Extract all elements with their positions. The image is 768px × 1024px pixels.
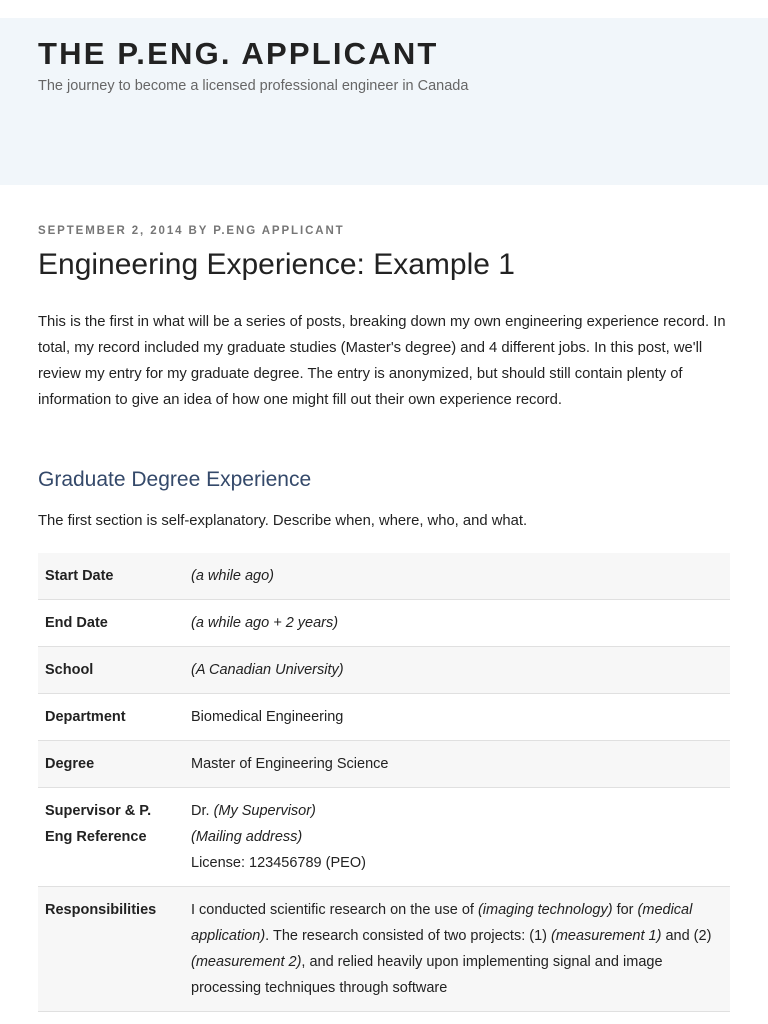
site-description: The journey to become a licensed professional engineer in Canada xyxy=(38,77,469,94)
row-label: Department xyxy=(38,694,184,741)
main-content xyxy=(0,185,768,1012)
row-value: Master of Engineering Science xyxy=(184,741,730,788)
intro-paragraph: This is the first in what will be a series of posts, breaking down my own engineering experience record. In total, my record included my graduate studies (Master's degree) and 4 different jobs. In this post, we'll review my entry for my graduate degree. The entry is anonymized, but should still contain plenty of information to give an idea of how one might fill out their own experience record. xyxy=(38,314,726,408)
row-value xyxy=(184,887,730,1012)
section-description: The first section is self-explanatory. Describe when, where, who, and what. xyxy=(38,513,528,529)
site-header xyxy=(0,18,768,185)
resp-italic-2: (medical application) xyxy=(191,902,693,944)
top-strip xyxy=(0,0,768,18)
row-value: (a while ago + 2 years) xyxy=(184,600,730,647)
post-title: Engineering Experience: Example 1 xyxy=(38,248,515,281)
row-label: Start Date xyxy=(38,553,184,600)
experience-table xyxy=(38,553,730,1012)
resp-italic-1: (imaging technology) xyxy=(477,902,613,918)
table-row xyxy=(38,694,730,741)
post-author[interactable]: P.ENG APPLICANT xyxy=(213,225,345,237)
resp-text-1: I conducted scientific research on the use of xyxy=(191,902,478,918)
resp-text-3: . The research consisted of two projects: (1) xyxy=(265,928,552,944)
row-value: Biomedical Engineering xyxy=(184,694,730,741)
section-heading: Graduate Degree Experience xyxy=(38,468,312,491)
dr-prefix: Dr. xyxy=(191,803,214,819)
row-label: Responsibilities xyxy=(38,887,184,1012)
mailing-address: (Mailing address) xyxy=(191,829,303,845)
row-label: End Date xyxy=(38,600,184,647)
entry-meta xyxy=(38,225,730,237)
supervisor-name: (My Supervisor) xyxy=(213,803,316,819)
resp-text-4: and (2) xyxy=(661,928,712,944)
resp-italic-4: (measurement 2) xyxy=(191,954,302,970)
row-value: (a while ago) xyxy=(184,553,730,600)
table-row xyxy=(38,553,730,600)
byline-by: BY xyxy=(188,225,209,237)
resp-italic-3: (measurement 1) xyxy=(551,928,662,944)
license-number: License: 123456789 (PEO) xyxy=(191,855,366,871)
table-row xyxy=(38,887,730,1012)
table-row xyxy=(38,600,730,647)
row-label: Degree xyxy=(38,741,184,788)
table-row xyxy=(38,741,730,788)
resp-text-2: for xyxy=(612,902,638,918)
site-title[interactable]: THE P.ENG. APPLICANT xyxy=(38,36,439,71)
row-value: (A Canadian University) xyxy=(184,647,730,694)
table-row xyxy=(38,647,730,694)
supervisor-line xyxy=(191,798,723,824)
resp-text-5: , and relied heavily upon implementing signal and image processing techniques through software xyxy=(191,954,663,996)
table-row xyxy=(38,788,730,887)
row-value xyxy=(184,788,730,887)
row-label: School xyxy=(38,647,184,694)
row-label: Supervisor & P. Eng Reference xyxy=(38,788,184,887)
post-date[interactable]: SEPTEMBER 2, 2014 xyxy=(38,225,184,237)
